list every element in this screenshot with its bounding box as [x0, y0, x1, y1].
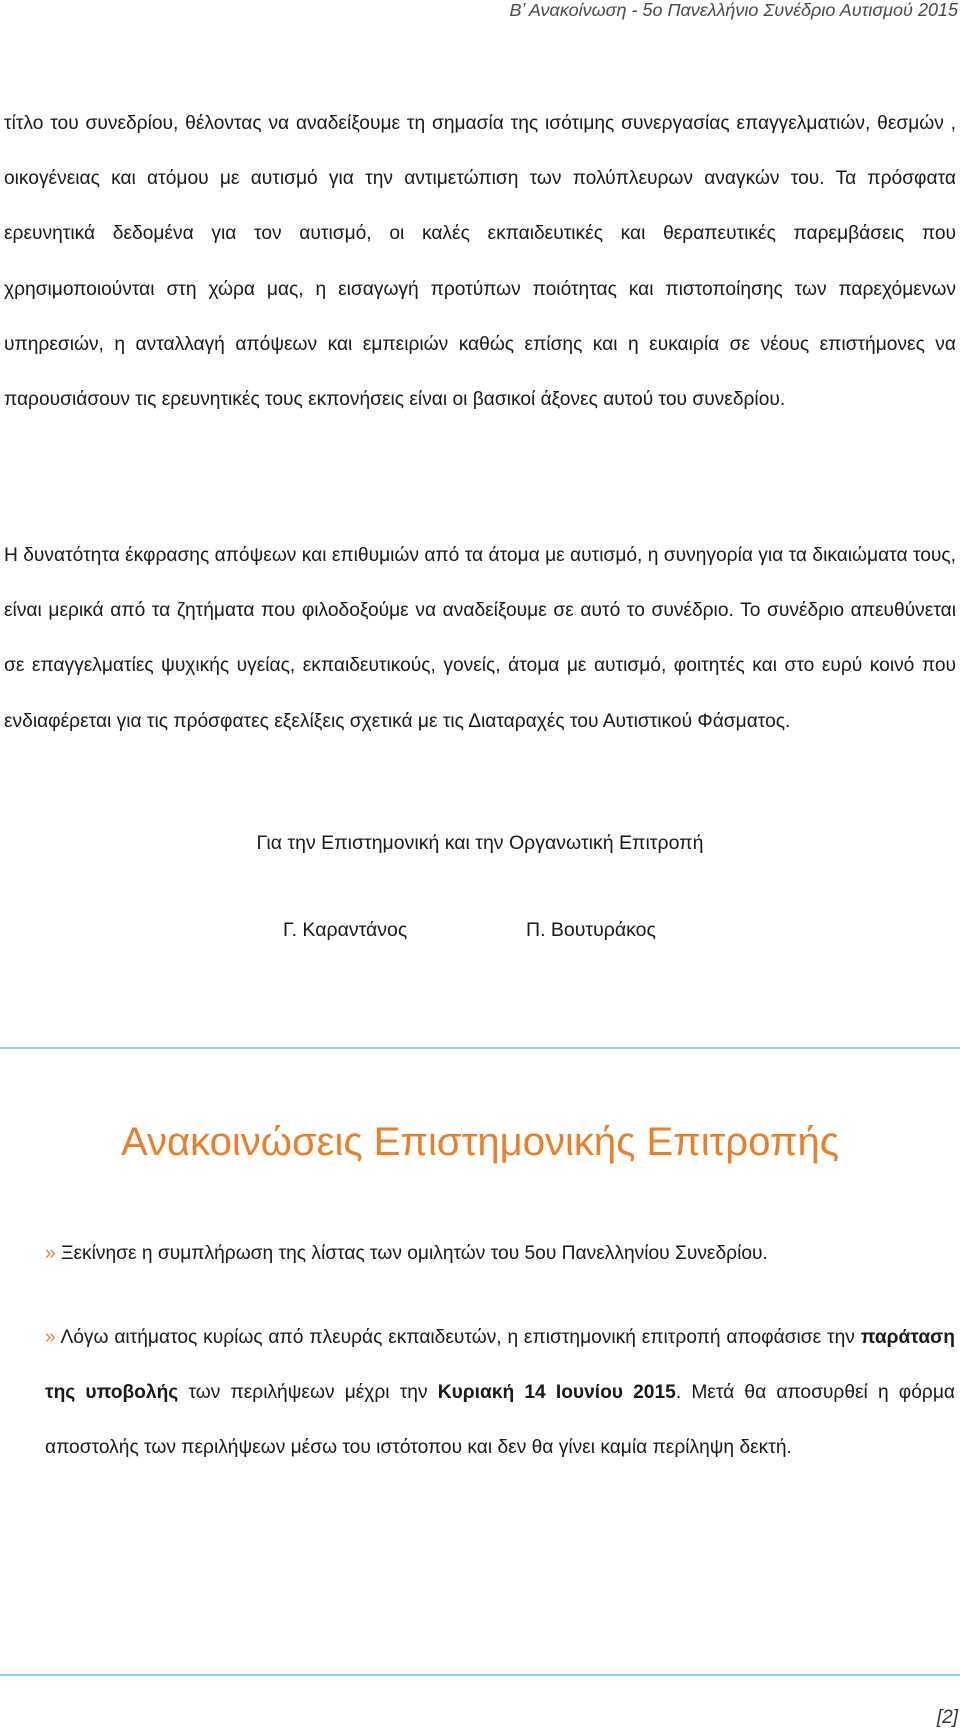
- section-divider-bottom: [0, 1674, 960, 1676]
- announcement-item-1: [45, 1226, 955, 1281]
- running-header: Β’ Ανακοίνωση - 5ο Πανελλήνιο Συνέδριο Αυτισμού 2015: [509, 0, 958, 20]
- body-paragraph-2: Η δυνατότητα έκφρασης απόψεων και επιθυμιών από τα άτομα με αυτισμό, η συνηγορία για τα δικαιώματα τους, είναι μερικά από τα ζητήματα που φιλοδοξούμε να αναδείξουμε σε αυτό το συνέδριο. Το συνέδριο απευθύνεται σε επαγγελματίες ψυχικής υγείας, εκπαιδευτικούς, γονείς, άτομα με αυτισμό, φοιτητές και στο ευρύ κοινό που ενδιαφέρεται για τις πρόσφατες εξελίξεις σχετικά με τις Διαταραχές του Αυτιστικού Φάσματος.: [4, 545, 956, 732]
- signatory-voutyrakos: Π. Βουτυράκος: [526, 919, 656, 941]
- signoff-line: Για την Επιστημονική και την Οργανωτική Επιτροπή: [256, 832, 704, 854]
- announcement-2-text-c: . Μετά θα αποσυρθεί η φόρμα αποστολής των περιλήψεων μέσω του ιστότοπου και δεν θα γίνει καμία περίληψη δεκτή.: [45, 1382, 955, 1458]
- section-divider-top: [0, 1047, 960, 1049]
- body-paragraph-1: τίτλο του συνεδρίου, θέλοντας να αναδείξουμε τη σημασία της ισότιμης συνεργασίας επαγγελματιών, θεσμών , οικογένειας και ατόμου με αυτισμό για την αντιμετώπιση των πολύπλευρων αναγκών του. Τα πρόσφατα ερευνητικά δεδομένα για τον αυτισμό, οι καλές εκπαιδευτικές και θεραπευτικές παρεμβάσεις που χρησιμοποιούνται στη χώρα μας, η εισαγωγή προτύπων ποιότητας και πιστοποίησης των παρεχόμενων υπηρεσιών, η ανταλλαγή απόψεων και εμπειριών καθώς επίσης και η ευκαιρία σε νέους επιστήμονες να παρουσιάσουν τις ερευνητικές τους εκπονήσεις είναι οι βασικοί άξονες αυτού του συνεδρίου.: [4, 113, 956, 411]
- announcements-title: Ανακοινώσεις Επιστημονικής Επιτροπής: [121, 1120, 839, 1164]
- announcement-2-bold-date: Κυριακή 14 Ιουνίου 2015: [437, 1382, 676, 1403]
- announcement-2-bold-extension: παράταση της υποβολής: [45, 1327, 955, 1403]
- bullet-icon: »: [45, 1327, 56, 1348]
- signatory-karantanos: Γ. Καραντάνος: [283, 919, 408, 941]
- announcement-2-text-b: των περιλήψεων μέχρι την: [188, 1382, 428, 1403]
- announcement-2-text-a: Λόγω αιτήματος κυρίως από πλευράς εκπαιδευτών, η επιστημονική επιτροπή αποφάσισε την: [60, 1327, 855, 1348]
- page-number: [2]: [936, 1707, 958, 1728]
- bullet-icon: »: [45, 1243, 56, 1264]
- announcement-item-2: [45, 1310, 955, 1475]
- announcement-1-text: Ξεκίνησε η συμπλήρωση της λίστας των ομιλητών του 5ου Πανελληνίου Συνεδρίου.: [61, 1243, 768, 1264]
